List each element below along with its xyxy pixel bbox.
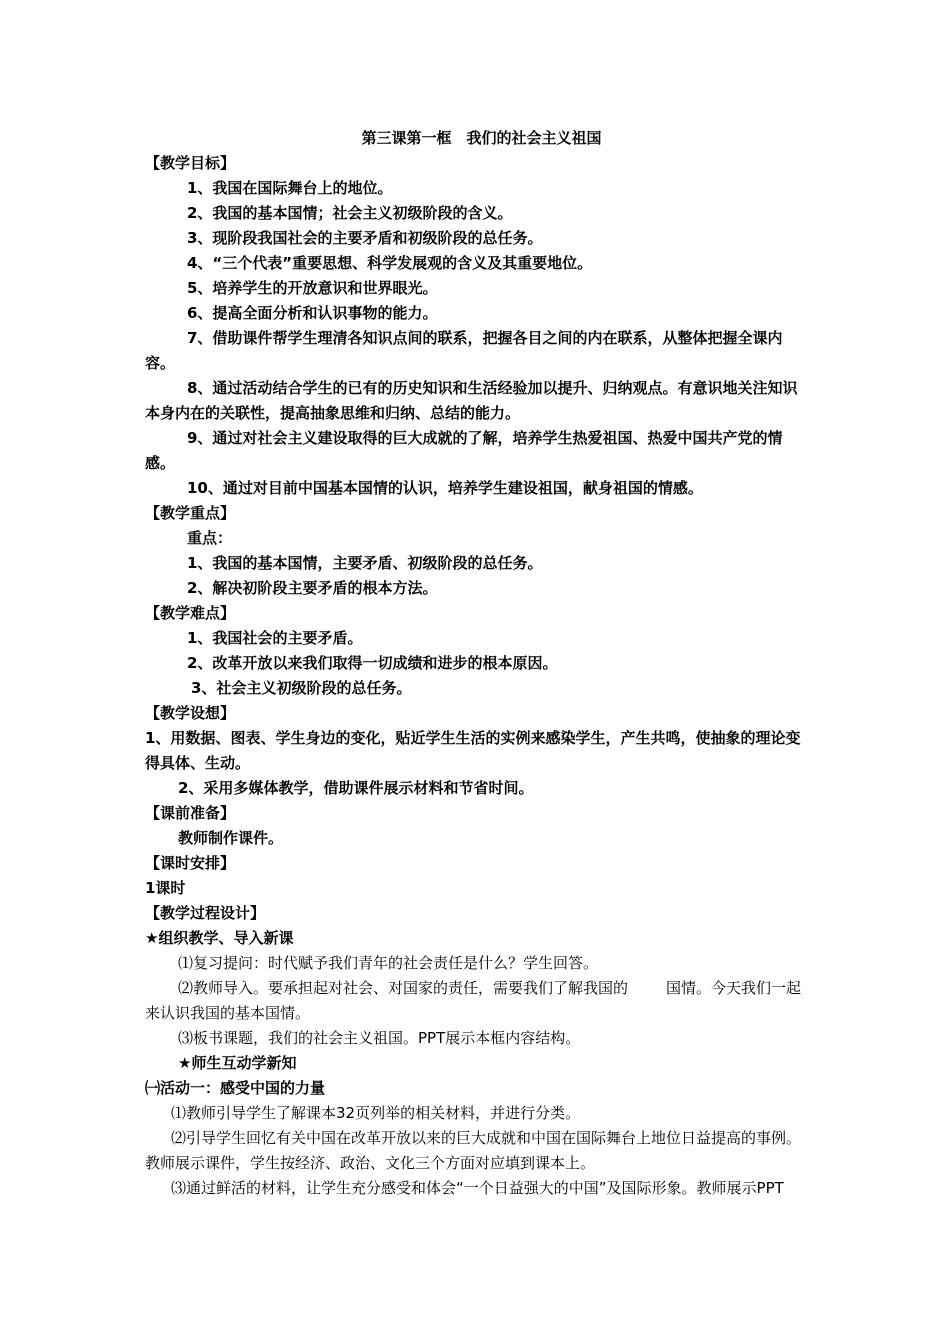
design-point: 2、采用多媒体教学，借助课件展示材料和节省时间。: [178, 779, 534, 797]
document-body: [145, 126, 810, 1201]
goal-item: 4、“三个代表”重要思想、科学发展观的含义及其重要地位。: [187, 254, 593, 272]
key-label: 重点：: [187, 529, 233, 547]
interact-heading: ★师生互动学新知: [178, 1054, 297, 1072]
section-heading-difficult: 【教学难点】: [145, 604, 236, 622]
document-title: 第三课第一框 我们的社会主义祖国: [361, 129, 602, 147]
section-heading-process: 【教学过程设计】: [145, 904, 266, 922]
intro-step: ⑶板书课题，我们的社会主义祖国。PPT展示本框内容结构。: [178, 1029, 581, 1047]
goal-item: 7、借助课件帮学生理清各知识点间的联系，把握各目之间的内在联系，从整体把握全课内容。: [145, 329, 783, 372]
key-point: 1、我国的基本国情，主要矛盾、初级阶段的总任务。: [187, 554, 543, 572]
difficult-point: 2、改革开放以来我们取得一切成绩和进步的根本原因。: [187, 654, 558, 672]
intro-step-part: ⑵教师导入。要承担起对社会、对国家的责任，需要我们了解我国的: [178, 979, 629, 997]
schedule-text: 1课时: [145, 879, 186, 897]
section-heading-prep: 【课前准备】: [145, 804, 236, 822]
goal-item: 6、提高全面分析和认识事物的能力。: [187, 304, 438, 322]
difficult-point: 1、我国社会的主要矛盾。: [187, 629, 363, 647]
goal-item: 8、通过活动结合学生的已有的历史知识和生活经验加以提升、归纳观点。有意识地关注知识本身内在的关联性，提高抽象思维和归纳、总结的能力。: [145, 379, 798, 422]
goal-item: 9、通过对社会主义建设取得的巨大成就的了解，培养学生热爱祖国、热爱中国共产党的情感。: [145, 429, 783, 472]
activity1-step: ⑵引导学生回忆有关中国在改革开放以来的巨大成就和中国在国际舞台上地位日益提高的事例。教师展示课件，学生按经济、政治、文化三个方面对应填到课本上。: [145, 1129, 802, 1172]
intro-step-part: 国情。今天我们一起来认识我国的基本国情。: [145, 979, 802, 1022]
goal-item: 1、我国在国际舞台上的地位。: [187, 179, 393, 197]
key-point: 2、解决初阶段主要矛盾的根本方法。: [187, 579, 438, 597]
goal-item: 3、现阶段我国社会的主要矛盾和初级阶段的总任务。: [187, 229, 543, 247]
section-heading-goals: 【教学目标】: [145, 154, 236, 172]
goal-item: 2、我国的基本国情；社会主义初级阶段的含义。: [187, 204, 513, 222]
activity1-step: ⑴教师引导学生了解课本32页列举的相关材料，并进行分类。: [171, 1104, 581, 1122]
intro-step: ⑴复习提问：时代赋予我们青年的社会责任是什么？学生回答。: [178, 954, 599, 972]
difficult-point: 3、社会主义初级阶段的总任务。: [191, 679, 412, 697]
design-point: 1、用数据、图表、学生身边的变化，贴近学生生活的实例来感染学生，产生共鸣，使抽象的理论变得具体、生动。: [145, 729, 801, 772]
section-heading-schedule: 【课时安排】: [145, 854, 236, 872]
section-heading-key: 【教学重点】: [145, 504, 236, 522]
prep-text: 教师制作课件。: [178, 829, 284, 847]
goal-item: 5、培养学生的开放意识和世界眼光。: [187, 279, 438, 297]
activity1-heading: ㈠活动一：感受中国的力量: [145, 1079, 326, 1097]
activity1-step: ⑶通过鲜活的材料，让学生充分感受和体会“一个日益强大的中国”及国际形象。教师展示PPT: [171, 1179, 784, 1197]
intro-step: [145, 976, 810, 1026]
goal-item: 10、通过对目前中国基本国情的认识，培养学生建设祖国，献身祖国的情感。: [187, 479, 703, 497]
section-heading-design: 【教学设想】: [145, 704, 236, 722]
process-intro: ★组织教学、导入新课: [145, 929, 294, 947]
